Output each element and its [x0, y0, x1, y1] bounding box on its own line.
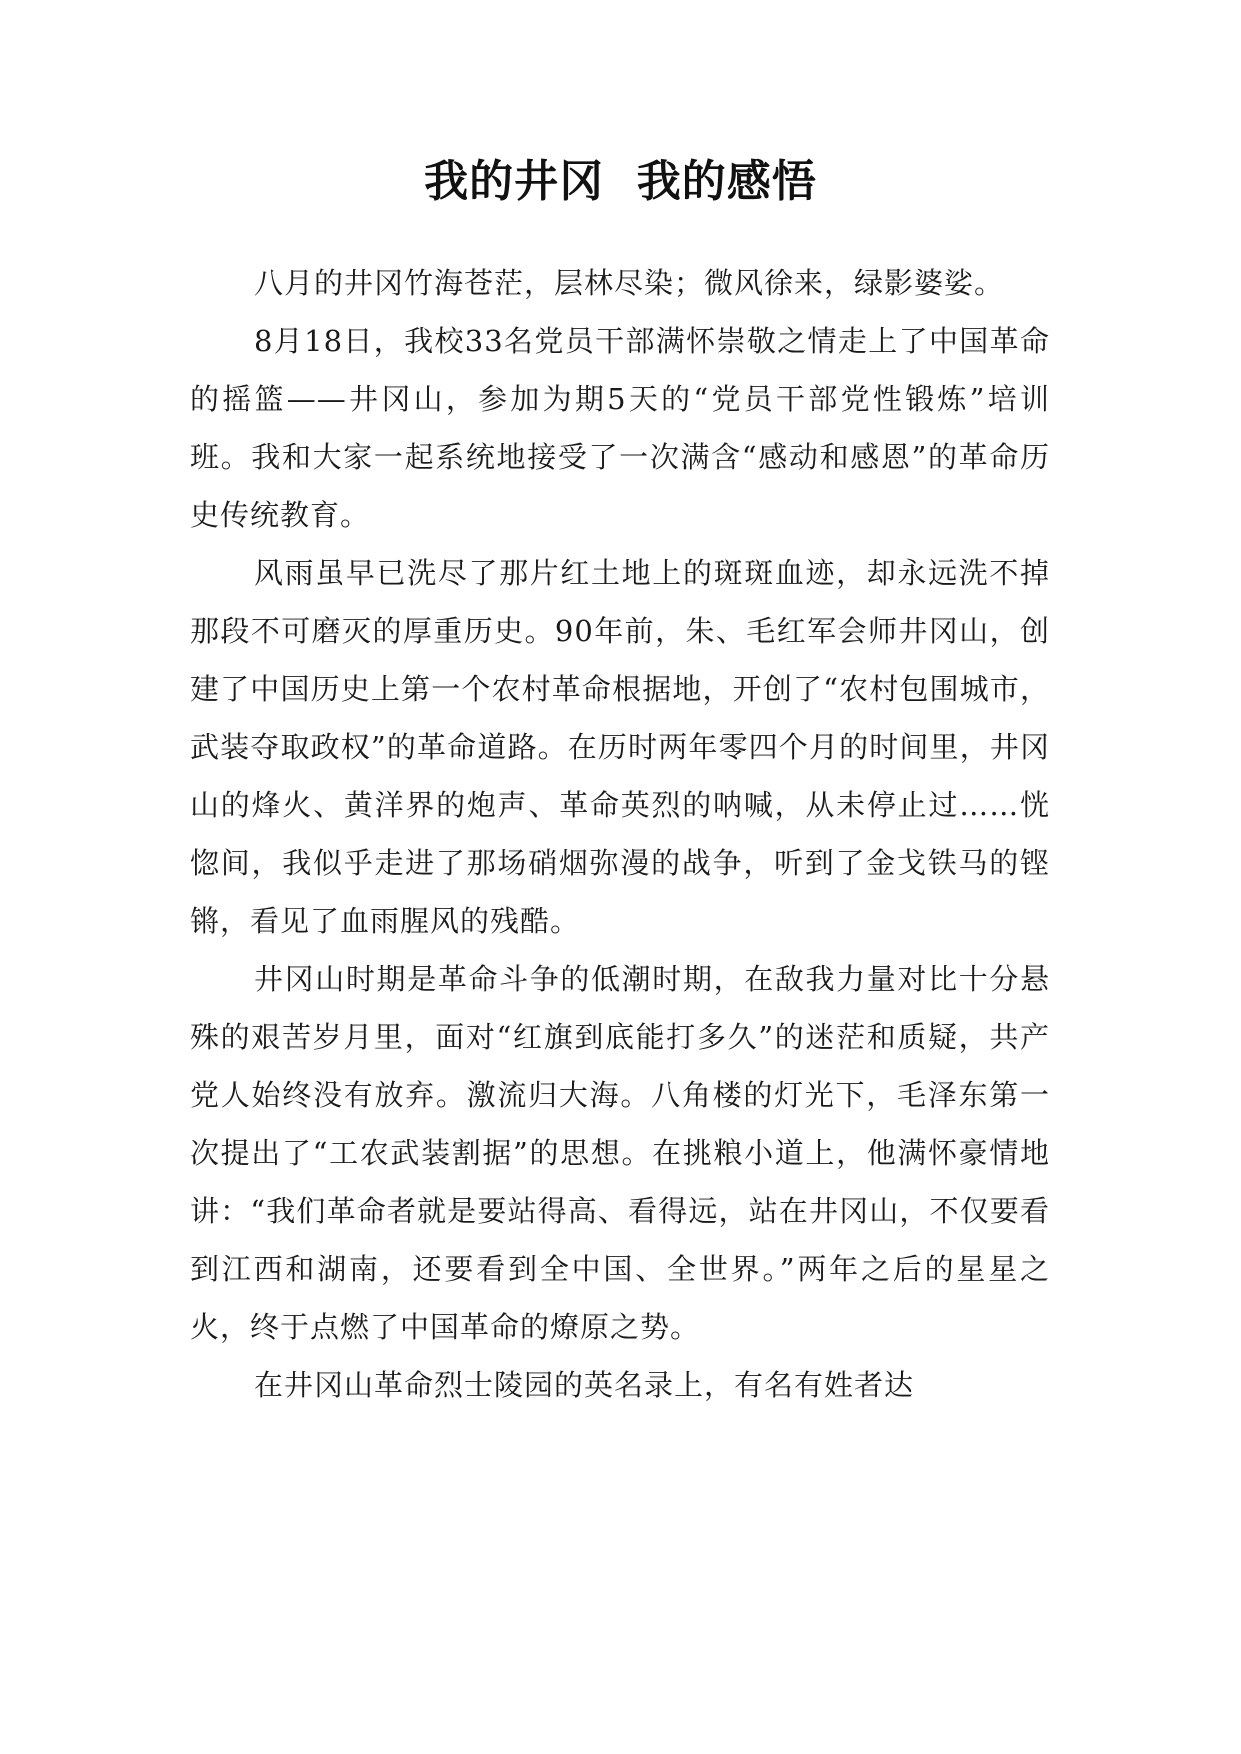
- document-title: 我的井冈 我的感悟: [424, 156, 817, 207]
- paragraph-2: 8月18日，我校33名党员干部满怀崇敬之情走上了中国革命的摇篮——井冈山，参加为期5天的“党员干部党性锻炼”培训班。我和大家一起系统地接受了一次满含“感动和感恩”的革命历史传统教育。: [190, 324, 1050, 532]
- paragraph-1: 八月的井冈竹海苍茫，层林尽染；微风徐来，绿影婆娑。: [254, 266, 1005, 300]
- document-body: [190, 254, 1050, 1414]
- paragraph-3: 风雨虽早已洗尽了那片红土地上的斑斑血迹，却永远洗不掉那段不可磨灭的厚重历史。90年前，朱、毛红军会师井冈山，创建了中国历史上第一个农村革命根据地，开创了“农村包围城市，武装夺取政权”的革命道路。在历时两年零四个月的时间里，井冈山的烽火、黄洋界的炮声、革命英烈的呐喊，从未停止过……恍惚间，我似乎走进了那场硝烟弥漫的战争，听到了金戈铁马的铿锵，看见了血雨腥风的残酷。: [190, 556, 1050, 938]
- paragraph-4: 井冈山时期是革命斗争的低潮时期，在敌我力量对比十分悬殊的艰苦岁月里，面对“红旗到底能打多久”的迷茫和质疑，共产党人始终没有放弃。激流归大海。八角楼的灯光下，毛泽东第一次提出了“工农武装割据”的思想。在挑粮小道上，他满怀豪情地讲：“我们革命者就是要站得高、看得远，站在井冈山，不仅要看到江西和湖南，还要看到全中国、全世界。”两年之后的星星之火，终于点燃了中国革命的燎原之势。: [190, 962, 1050, 1344]
- paragraph-5: 在井冈山革命烈士陵园的英名录上，有名有姓者达: [254, 1368, 915, 1402]
